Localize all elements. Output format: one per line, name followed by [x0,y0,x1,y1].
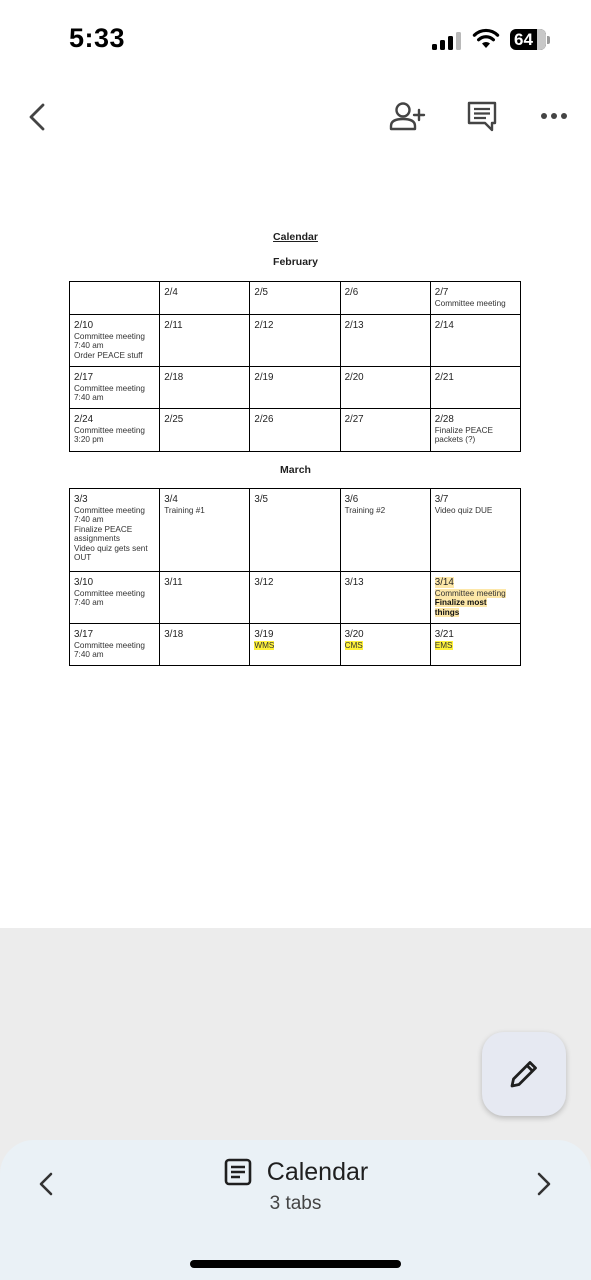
document-title: Calendar [273,231,318,243]
highlighted-note: Committee meeting [434,588,506,598]
calendar-cell: 2/14 [430,315,520,367]
calendar-cell: 2/6 [340,282,430,315]
add-person-icon [389,101,427,131]
calendar-cell [430,572,520,624]
pencil-icon [506,1056,542,1092]
calendar-cell: 2/4 [160,282,250,315]
current-tab-title: Calendar [266,1157,369,1186]
more-horizontal-icon [540,112,568,120]
document-icon [223,1157,253,1187]
month-heading-february: February [273,256,318,268]
chevron-left-icon [27,102,47,132]
calendar-cell: 2/10 Committee meeting 7:40 am Order PEACE stuff [70,315,160,367]
calendar-cell: 2/25 [160,409,250,452]
calendar-cell: 2/13 [340,315,430,367]
calendar-cell: 2/28 Finalize PEACE packets (?) [430,409,520,452]
calendar-cell [70,282,160,315]
share-button[interactable] [386,96,430,136]
highlighted-date: 3/14 [434,577,454,588]
calendar-cell: 3/20 CMS [340,624,430,666]
tab-title-row[interactable] [0,1157,591,1187]
battery-cap [547,36,550,44]
bottom-tab-bar [0,1140,591,1280]
status-time: 5:33 [69,23,126,53]
calendar-cell: 3/4 Training #1 [160,489,250,572]
calendar-cell: 3/6 Training #2 [340,489,430,572]
comment-icon [466,100,498,132]
calendar-cell: 2/12 [250,315,340,367]
calendar-cell: 2/5 [250,282,340,315]
month-heading-march: March [280,464,311,476]
calendar-cell: 3/21 EMS [430,624,520,666]
calendar-cell: 2/19 [250,367,340,409]
battery-indicator [510,29,546,50]
next-tab-button[interactable] [530,1168,558,1200]
highlighted-note: CMS [344,640,363,650]
march-calendar-table [69,488,521,666]
calendar-cell: 3/7 Video quiz DUE [430,489,520,572]
highlighted-note: Finalize most [434,598,487,608]
calendar-cell: 2/27 [340,409,430,452]
highlighted-note: EMS [434,640,453,650]
calendar-cell: 3/19 WMS [250,624,340,666]
top-toolbar [0,78,591,154]
tab-count: 3 tabs [269,1193,322,1214]
calendar-cell: 2/18 [160,367,250,409]
status-bar [0,0,591,78]
edit-fab-button[interactable] [482,1032,566,1116]
calendar-cell: 2/11 [160,315,250,367]
calendar-cell: 3/18 [160,624,250,666]
comments-button[interactable] [462,96,502,136]
battery-level: 64 [514,30,533,49]
calendar-cell: 2/21 [430,367,520,409]
calendar-cell: 2/20 [340,367,430,409]
calendar-cell: 3/5 [250,489,340,572]
calendar-cell: 3/12 [250,572,340,624]
chevron-right-icon [536,1171,552,1197]
february-calendar-table [69,281,521,452]
home-indicator[interactable] [190,1260,401,1268]
calendar-cell: 3/17 Committee meeting 7:40 am [70,624,160,666]
calendar-cell: 2/7 Committee meeting [430,282,520,315]
calendar-cell: 2/17 Committee meeting 7:40 am [70,367,160,409]
cellular-signal-icon [432,32,462,50]
highlighted-note: things [434,607,460,617]
calendar-cell: 2/24 Committee meeting 3:20 pm [70,409,160,452]
wifi-icon [472,27,500,49]
calendar-cell: 3/10 Committee meeting 7:40 am [70,572,160,624]
highlighted-note: WMS [254,640,275,650]
back-button[interactable] [18,98,56,136]
document-page[interactable] [0,154,591,928]
more-options-button[interactable] [534,100,574,132]
calendar-cell: 3/3 Committee meeting 7:40 am Finalize PEACE assignments Video quiz gets sent OUT [70,489,160,572]
calendar-cell: 2/26 [250,409,340,452]
calendar-cell: 3/13 [340,572,430,624]
calendar-cell: 3/11 [160,572,250,624]
